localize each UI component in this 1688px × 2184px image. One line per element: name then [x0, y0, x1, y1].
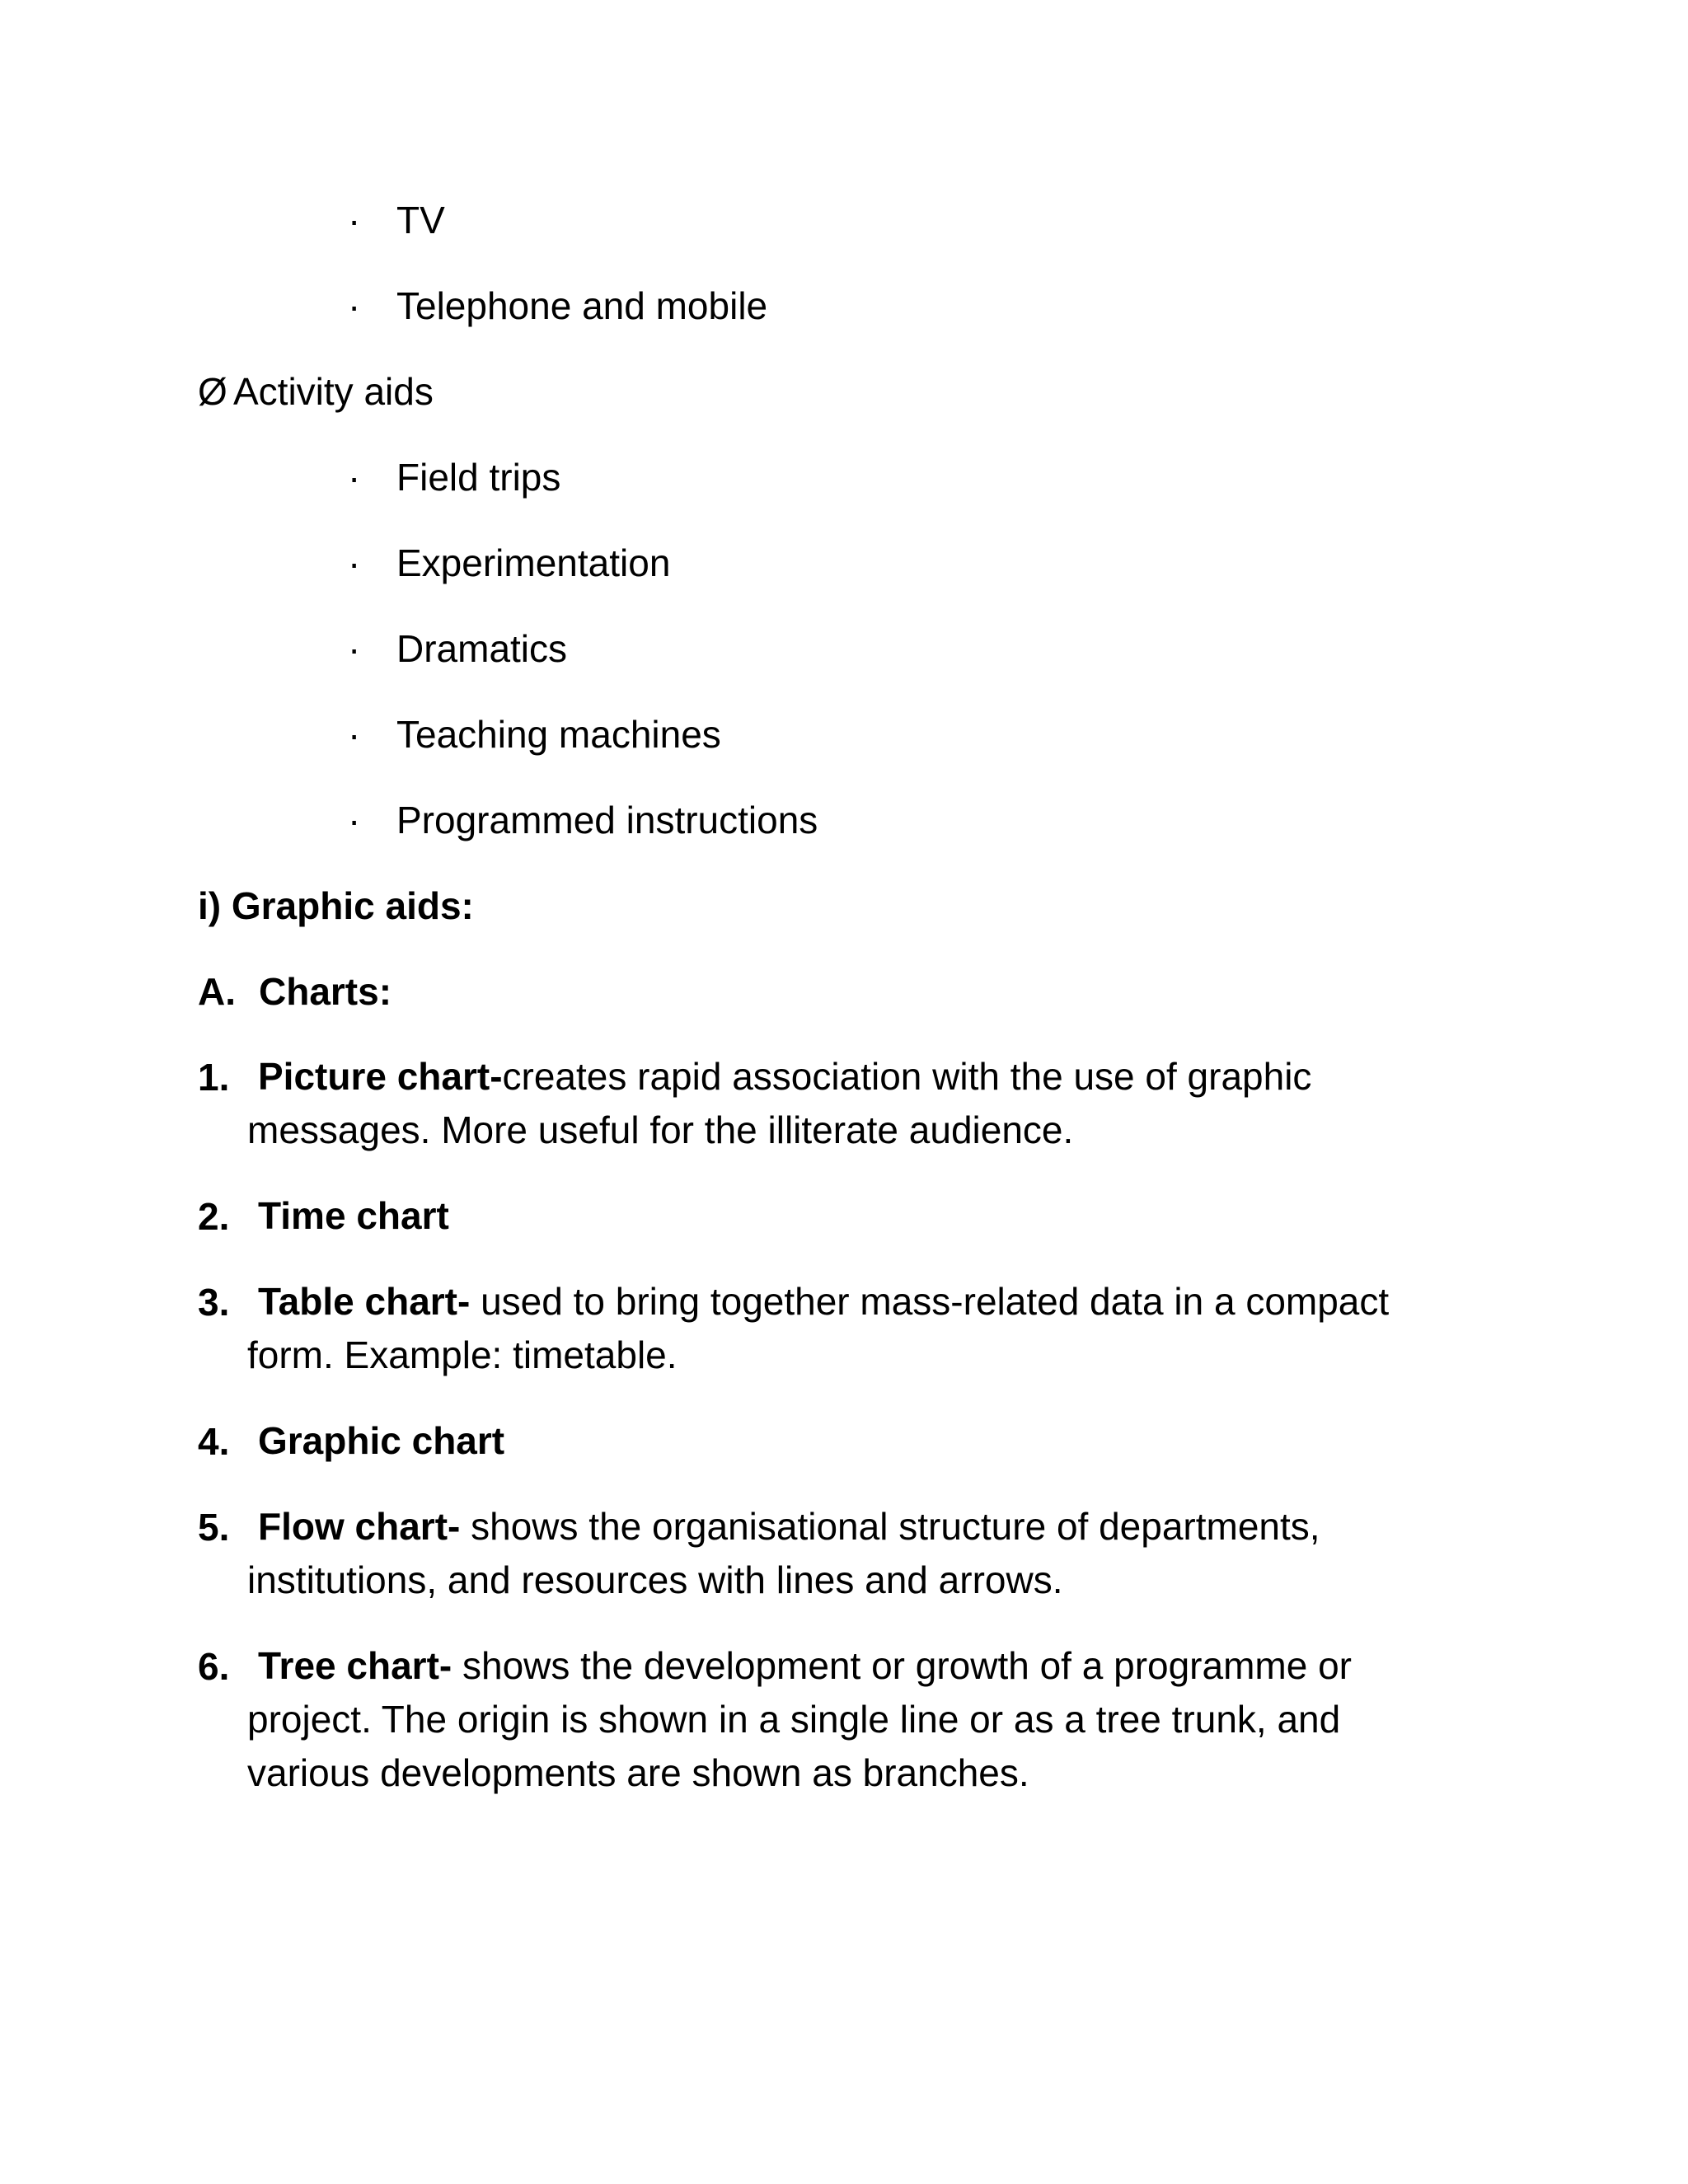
arrow-bullet-marker: Ø [198, 370, 227, 413]
bullet-marker: · [348, 284, 361, 327]
sub-heading-letter: A. [198, 970, 236, 1013]
list-item-number: 5. [198, 1506, 230, 1549]
list-item-description: used to bring together mass-related data in a compact form. Example: timetable. [247, 1280, 1390, 1376]
list-item-tree-chart [247, 1639, 1451, 1800]
list-item-description: shows the organisational structure of departments, institutions, and resources with lines and arrows. [247, 1505, 1320, 1601]
list-item-term: Flow chart- [258, 1505, 461, 1548]
list-item-number: 1. [198, 1056, 230, 1099]
activity-aids-label: Activity aids [233, 370, 434, 413]
list-item-picture-chart [247, 1050, 1451, 1157]
list-item-term: Picture chart- [258, 1055, 503, 1098]
list-item-description: shows the development or growth of a programme or project. The origin is shown in a single line or as a tree trunk, and various developments are shown as branches. [247, 1644, 1352, 1794]
bullet-marker: · [348, 799, 361, 841]
list-item-flow-chart [247, 1500, 1451, 1607]
list-item-number: 2. [198, 1195, 230, 1238]
bullet-marker: · [348, 541, 361, 584]
list-item-term: Tree chart- [258, 1644, 452, 1687]
list-item-description: creates rapid association with the use of graphic messages. More useful for the illiterate audience. [247, 1055, 1312, 1151]
list-item-number: 6. [198, 1645, 230, 1688]
section-heading-graphic-aids: i) Graphic aids: [198, 884, 474, 927]
sub-heading-charts [198, 970, 392, 1013]
bullet-item-programmed-instructions: Programmed instructions [396, 799, 818, 841]
list-item-term: Graphic chart [258, 1419, 505, 1462]
list-item-graphic-chart [247, 1414, 1451, 1468]
bullet-marker: · [348, 713, 361, 756]
bullet-item-experimentation: Experimentation [396, 541, 671, 584]
sub-heading-text: Charts: [259, 970, 392, 1013]
bullet-marker: · [348, 199, 361, 241]
list-item-term: Table chart- [258, 1280, 471, 1323]
list-item-table-chart [247, 1275, 1451, 1382]
list-item-number: 4. [198, 1420, 230, 1463]
bullet-item-field-trips: Field trips [396, 456, 561, 499]
bullet-item-dramatics: Dramatics [396, 627, 568, 670]
list-item-time-chart [247, 1189, 1451, 1243]
list-item-term: Time chart [258, 1194, 449, 1237]
bullet-item-tv: TV [396, 199, 445, 241]
bullet-marker: · [348, 627, 361, 670]
list-item-number: 3. [198, 1281, 230, 1324]
bullet-item-telephone: Telephone and mobile [396, 284, 768, 327]
bullet-item-teaching-machines: Teaching machines [396, 713, 721, 756]
bullet-marker: · [348, 456, 361, 499]
